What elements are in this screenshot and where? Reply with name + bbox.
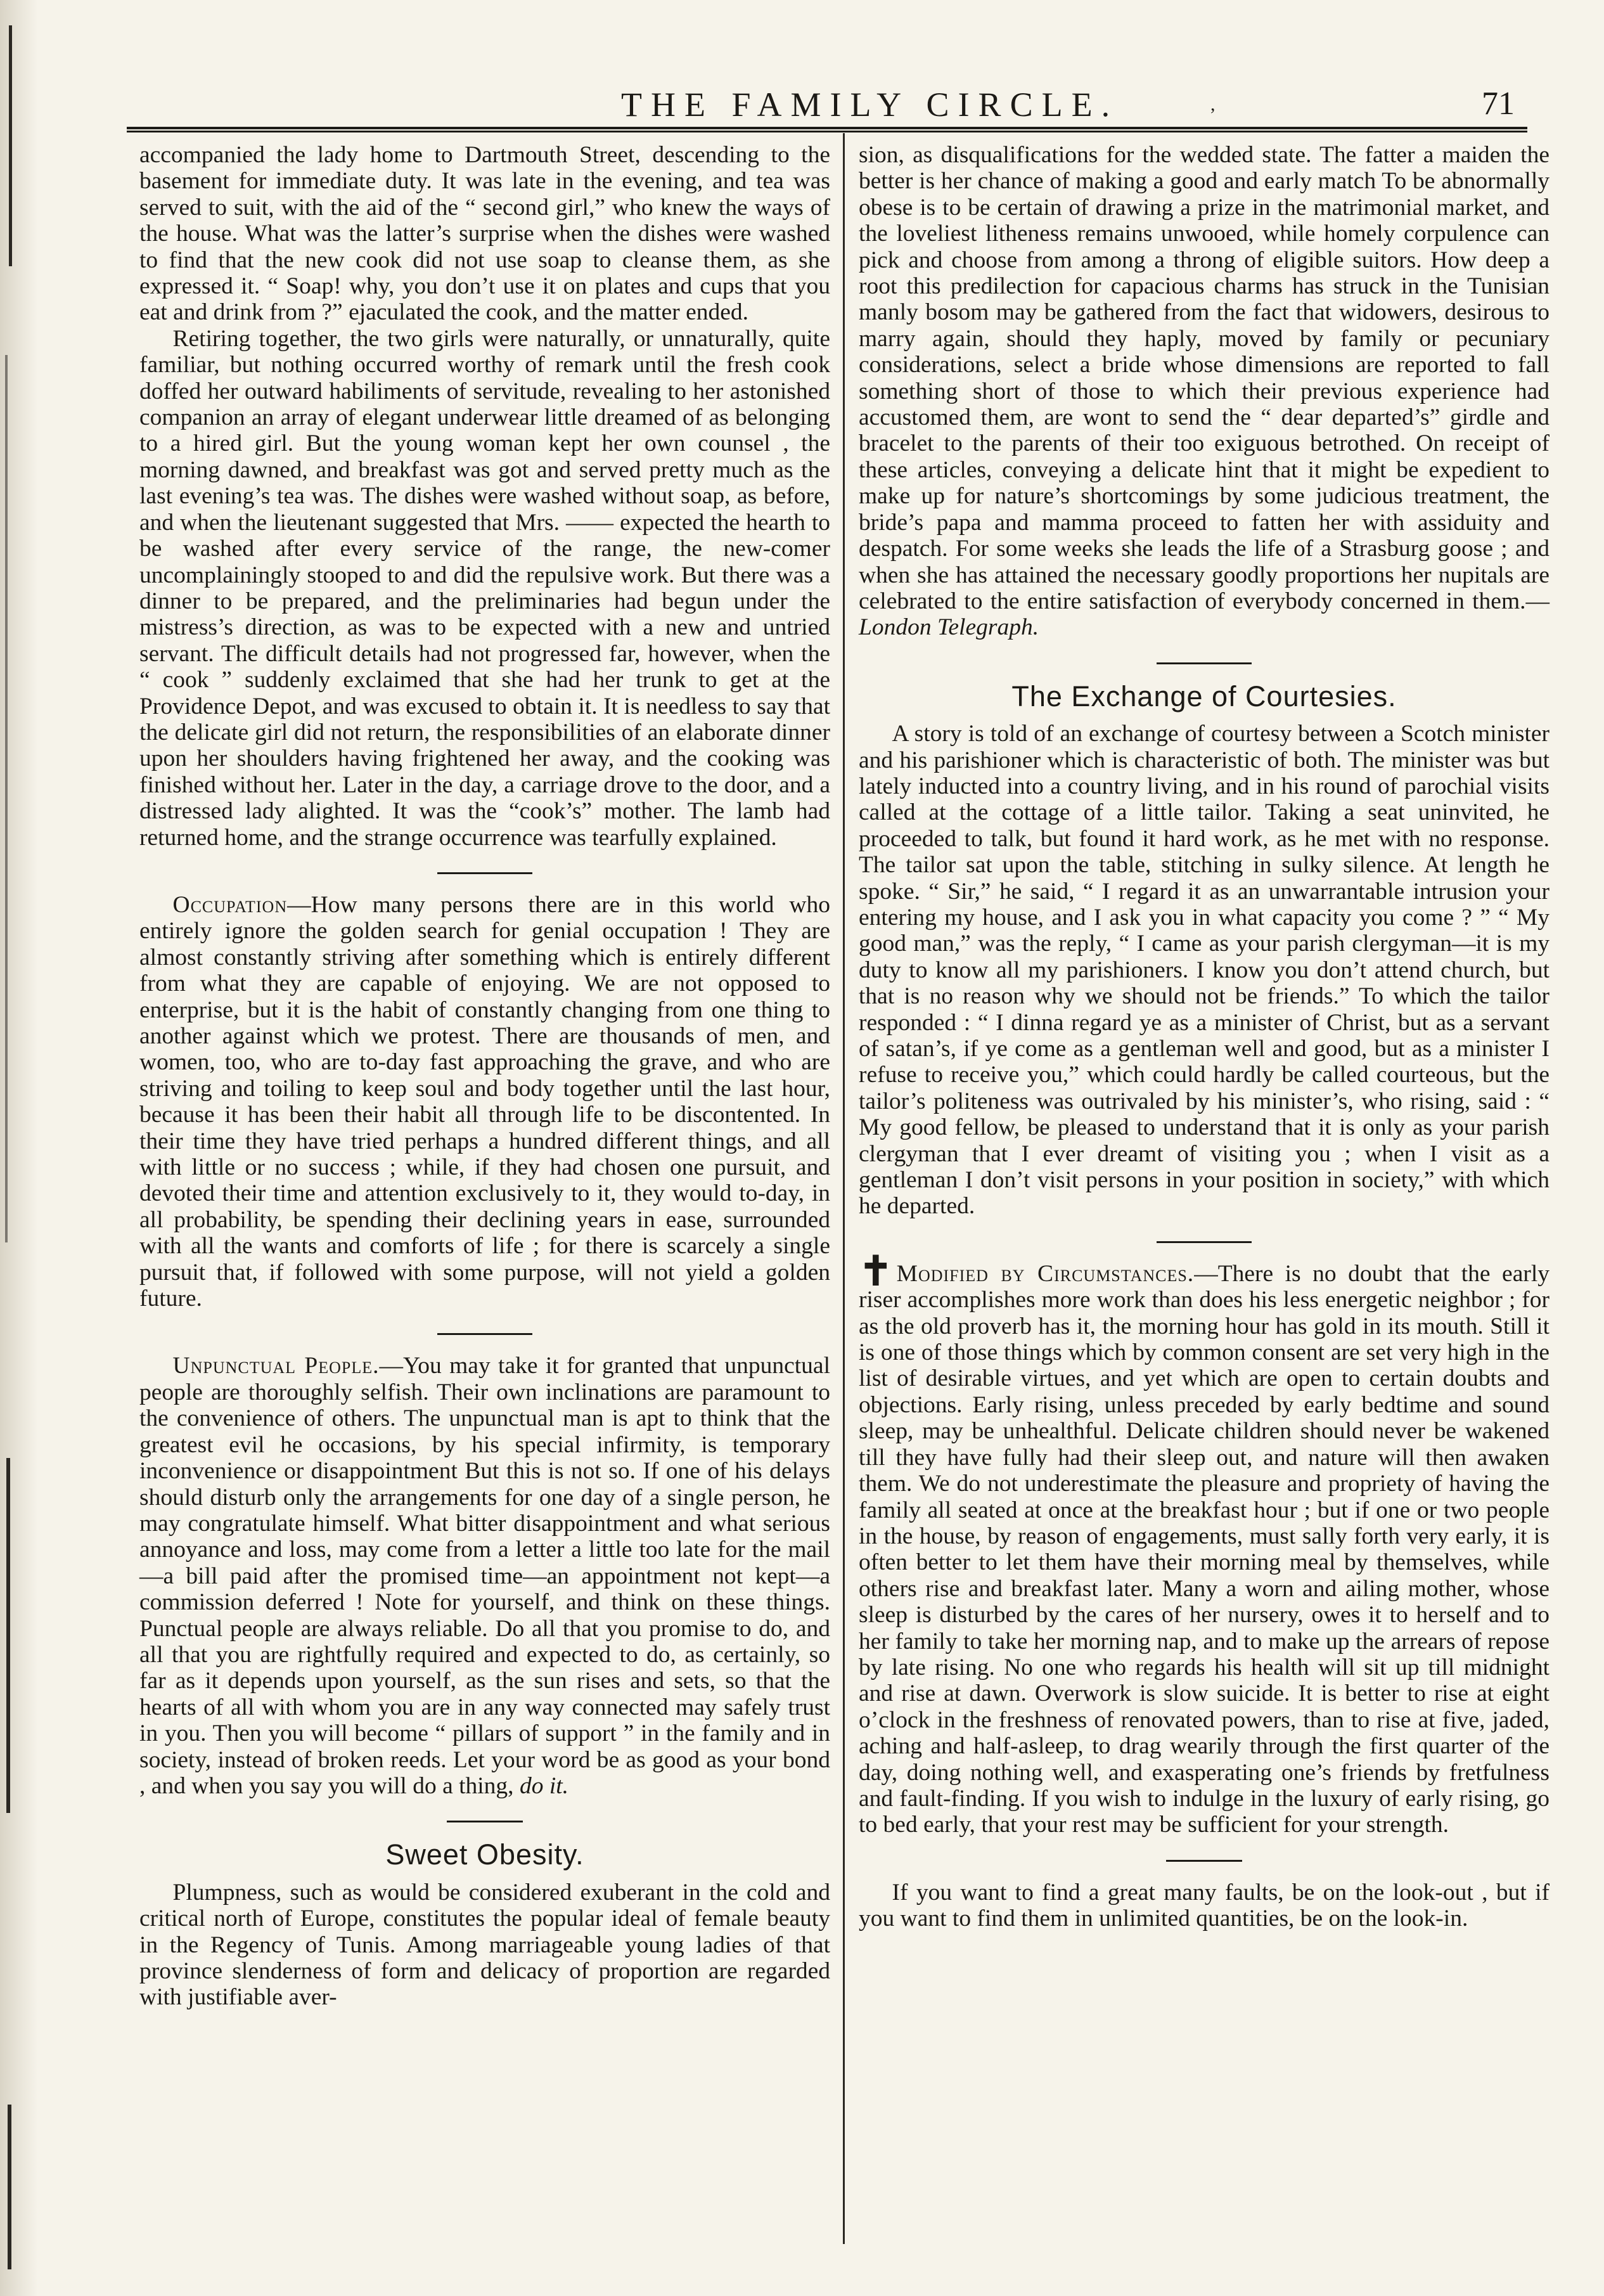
occupation-article — [139, 892, 830, 1312]
section-separator — [447, 1821, 523, 1822]
unpunctual-heading: Unpunctual People. — [172, 1353, 380, 1379]
modified-article — [859, 1248, 1549, 1838]
cross-mark-icon: ✝ — [859, 1248, 893, 1294]
header-rule — [127, 131, 1527, 132]
page-header — [127, 81, 1527, 129]
sweet-obesity-cont-text: sion, as disqualifications for the wedded state. The fatter a maiden the better is her chance of making a good and early match To be abnormally obese is to be certain of drawing a prize in the matrimonial market, and the loveliest litheness remains unwooed, while homely corpulence can pick and choose from among a throng of eligible suitors. How deep a root this predilection for capacious charms has struck in the Tunisian manly bosom may be gathered from the fact that widowers, desirous to marry again, should they haply, moved by family or pecuniary considerations, select a bride whose dimensions are reported to fall something short of those to which their previous experience had accustomed them, are wont to send the “ dear departed’s” girdle and bracelet to the parents of their too exiguous betrothed. On receipt of these articles, conveying a delicate hint that it might be expedient to make up for nature’s shortcomings by some judicious treatment, the bride’s papa and mamma proceed to fatten her with assiduity and despatch. For some weeks she leads the life of a Strasburg goose ; and when she has attained the necessary goodly proportions her nupitals are celebrated to the entire satisfaction of everybody concerned in them.— — [859, 142, 1549, 614]
closing-aphorism: If you want to find a great many faults, be on the look-out , but if you want to find them in unlimited quantities, be on the look-in. — [859, 1879, 1549, 1932]
column-divider — [843, 133, 845, 2244]
exchange-text: A story is told of an exchange of courtesy between a Scotch minister and his parishioner which is characteristic of both. The minister was but lately inducted into a country living, and in his round of parochial visits called at the cottage of a little tailor. Taking a seat uninvited, he proceeded to talk, but found it hard work, as he met with no response. The tailor sat upon the table, stitching in sulky silence. At length he spoke. “ Sir,” he said, “ I regard it as an unwarrantable intrusion your entering my house, and I ask you in what capacity you come ? ” “ My good man,” was the reply, “ I came as your parish clergyman—it is my duty to know all my parishioners. I know you don’t attend church, but that is no reason why we should not be friends.” To which the tailor responded : “ I dinna regard ye as a minister of Christ, but as a servant of satan’s, if ye come as a gentleman well and good, but as a minister I refuse to receive you,” which could hardly be called courteous, but the tailor’s politeness was outrivaled by his minister’s, who rising, said : “ My good fellow, be pleased to understand that it is only as your parish clergyman that I ever dreamt of visiting you ; when I visit as a gentleman I don’t visit persons in your position in society,” with which he departed. — [859, 721, 1549, 1220]
section-separator — [1157, 662, 1252, 664]
occupation-text: —How many persons there are in this world who entirely ignore the golden search for genial occupation ! They are almost constantly striving after something which is entirely different from what they are capable of enjoying. We are not opposed to enterprise, but it is the habit of constantly changing from one thing to another against which we protest. There are thousands of men, and women, too, who are to-day fast approaching the grave, and who are striving and toiling to keep soul and body together until the last hour, because it has been their habit all through life to be discontented. In their time they have tried perhaps a hundred different things, and all with little or no success ; while, if they had chosen one pursuit, and devoted their time and attention exclusively to it, they would to-day, in all probability, be spending their declining years in ease, surrounded with all the wants and comforts of life ; for there is scarcely a single pursuit that, if followed with some purpose, will not yield a golden future. — [139, 891, 830, 1312]
left-column — [139, 142, 830, 2011]
exchange-title: The Exchange of Courtesies. — [1011, 680, 1397, 713]
sweet-obesity-text: Plumpness, such as would be considered exuberant in the cold and critical north of Europe, constitutes the popular ideal of female beauty in the Regency of Tunis. Among marriageable young ladies of that province slenderness of form and delicacy of proportion are regarded with justifiable aver- — [139, 1879, 830, 2011]
scan-mark — [8, 2105, 11, 2269]
scan-mark — [6, 1458, 10, 1813]
right-column — [859, 142, 1549, 1932]
sweet-obesity-continuation — [859, 142, 1549, 641]
modified-text: —There is no doubt that the early riser accomplishes more work than does his less energetic neighbor ; for as the old proverb has it, the morning hour has gold in its mouth. Still it is one of those things which by common consent are set very high in the list of desirable virtues, and yet which are open to certain doubts and objections. Early rising, unless preceded by early bedtime and sound sleep, may be unhealthful. Delicate children should never be wakened till they have fully had their sleep out, and nature will then awaken them. We do not underestimate the pleasure and propriety of having the family all seated at once at the breakfast hour ; but if one or two people in the house, by reason of engagements, must sally forth very early, it is often better to let them have their morning meal by themselves, while others rise and breakfast later. Many a worn and ailing mother, whose sleep is disturbed by the cares of her nursery, owes it to herself and to her family to take her morning nap, and to make up the arrears of repose by late rising. No one who regards his health will sit up till midnight and rise at dawn. Overwork is slow suicide. It is better to rise at eight o’clock in the freshness of renovated powers, than to rise at five, jaded, aching and half-asleep, to drag wearily through the first quarter of the day, doing nothing well, and exasperating one’s friends by fretfulness and fault-finding. If you wish to indulge in the luxury of early rising, go to bed early, that your rest may be sufficient for your strength. — [859, 1260, 1549, 1838]
scan-mark — [9, 25, 12, 266]
unpunctual-ending: do it. — [519, 1772, 569, 1799]
section-separator — [1157, 1241, 1252, 1243]
unpunctual-text: —You may take it for granted that unpunctual people are thoroughly selfish. Their own inclinations are paramount to the convenience of others. The unpunctual man is apt to think that the greatest evil he occasions, by his special infirmity, is temporary inconvenience or disappointment But this is not so. If one of his delays should disturb only the arrangements for one day of a single person, he may congratulate himself. What bitter disappointment and what serious annoyance and loss, may come from a letter a little too late for the mail—a bill paid after the promised time—an appointment not kept—a commission deferred ! Note for yourself, and think on these things. Punctual people are always reliable. Do all that you promise to do, and all that you are rightfully required and expected to do, as certainly, so far as it depends upon yourself, as the sun rises and sets, so that the hearts of all with whom you are in any way connected may safely trust in you. Then you will become “ pillars of support ” in the family and in society, instead of broken reeds. Let your word be as good as your bond , and when you say you will do a thing, — [139, 1353, 830, 1799]
journal-title: THE FAMILY CIRCLE. — [621, 86, 1119, 124]
sweet-obesity-title: Sweet Obesity. — [385, 1838, 584, 1871]
section-separator — [437, 872, 532, 874]
story-paragraph: Retiring together, the two girls were naturally, or unnaturally, quite familiar, but nothing occurred worthy of remark until the fresh cook doffed her outward habiliments of servitude, revealing to her astonished companion an array of elegant underwear little dreamed of as belonging to a hired girl. But the young woman kept her own counsel , the morning dawned, and breakfast was got and served pretty much as the last evening’s tea was. The dishes were washed without soap, as before, and when the lieutenant suggested that Mrs. —— expected the hearth to be washed after every service of the range, the new-comer uncomplainingly stooped to and did the repulsive work. But there was a dinner to be prepared, and the preliminaries had begun under the mistress’s direction, as was to be expected with a new and untried servant. The difficult details had not progressed far, however, when the “ cook ” suddenly exclaimed that she had her trunk to get at the Providence Depot, and was excused to obtain it. It is needless to say that the delicate girl did not return, the responsibilities of an elaborate dinner upon her shoulders having frightened her away, and the cooking was finished without her. Later in the day, a carriage drove to the door, and a distressed lady alighted. It was the “cook’s” mother. The lamb had returned home, and the strange occurrence was tearfully explained. — [139, 325, 830, 851]
modified-heading: Modified by Circumstances. — [896, 1260, 1195, 1287]
sweet-obesity-source: London Telegraph. — [859, 614, 1039, 641]
scan-mark — [5, 355, 8, 1242]
section-separator — [437, 1333, 532, 1335]
section-separator — [1166, 1860, 1242, 1862]
story-continuation: accompanied the lady home to Dartmouth Street, descending to the basement for immediate duty. It was late in the evening, and tea was served to suit, with the aid of the “ second girl,” who knew the ways of the house. What was the latter’s surprise when the dishes were washed to find that the new cook did not use soap to cleanse them, as she expressed it. “ Soap! why, you don’t use it on plates and cups that you eat and drink from ?” ejaculated the cook, and the matter ended. — [139, 142, 830, 326]
page-number: 71 — [1482, 86, 1515, 122]
header-mark: , — [1210, 94, 1216, 115]
unpunctual-article — [139, 1353, 830, 1799]
occupation-heading: Occupation — [172, 891, 288, 918]
